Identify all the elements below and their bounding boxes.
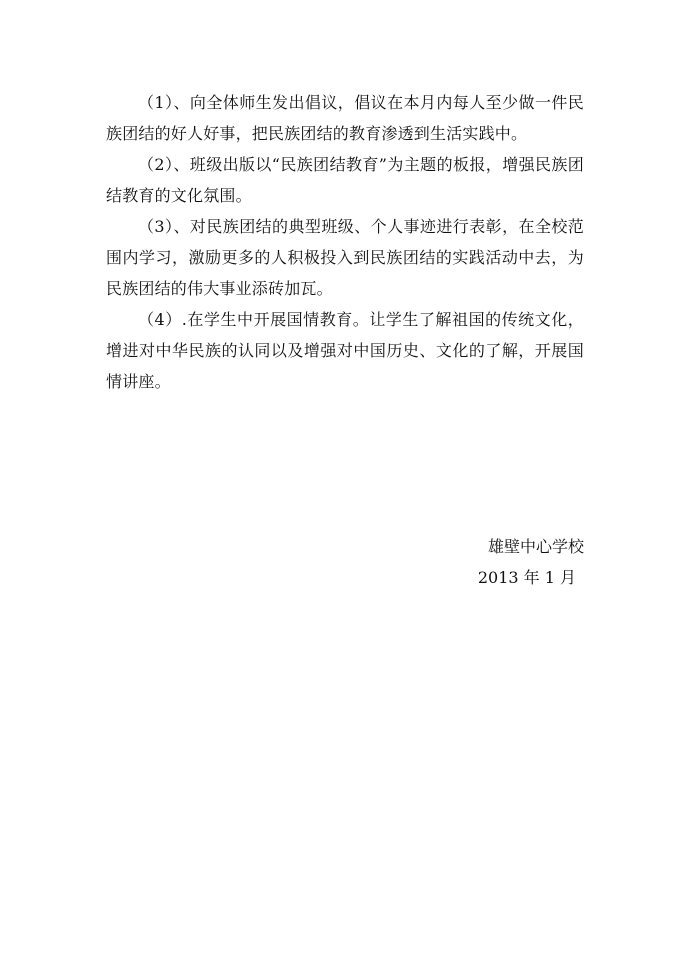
paragraph-4: （4）.在学生中开展国情教育。让学生了解祖国的传统文化，增进对中华民族的认同以及增强对中国历史、文化的了解，开展国情讲座。 <box>106 310 584 391</box>
paragraph-2: （2）、班级出版以“民族团结教育”为主题的板报，增强民族团结教育的文化氛围。 <box>106 155 584 205</box>
paragraph-3: （3）、对民族团结的典型班级、个人事迹进行表彰，在全校范围内学习，激励更多的人积极投入到民族团结的实践活动中去，为民族团结的伟大事业添砖加瓦。 <box>106 217 584 298</box>
signature-block <box>478 531 584 593</box>
signature-organization: 雄壁中心学校 <box>487 537 584 556</box>
document-body <box>106 87 584 397</box>
paragraph-1: （1）、向全体师生发出倡议，倡议在本月内每人至少做一件民族团结的好人好事，把民族团结的教育渗透到生活实践中。 <box>106 93 584 143</box>
signature-date: 2013 年 1 月 <box>477 568 576 587</box>
